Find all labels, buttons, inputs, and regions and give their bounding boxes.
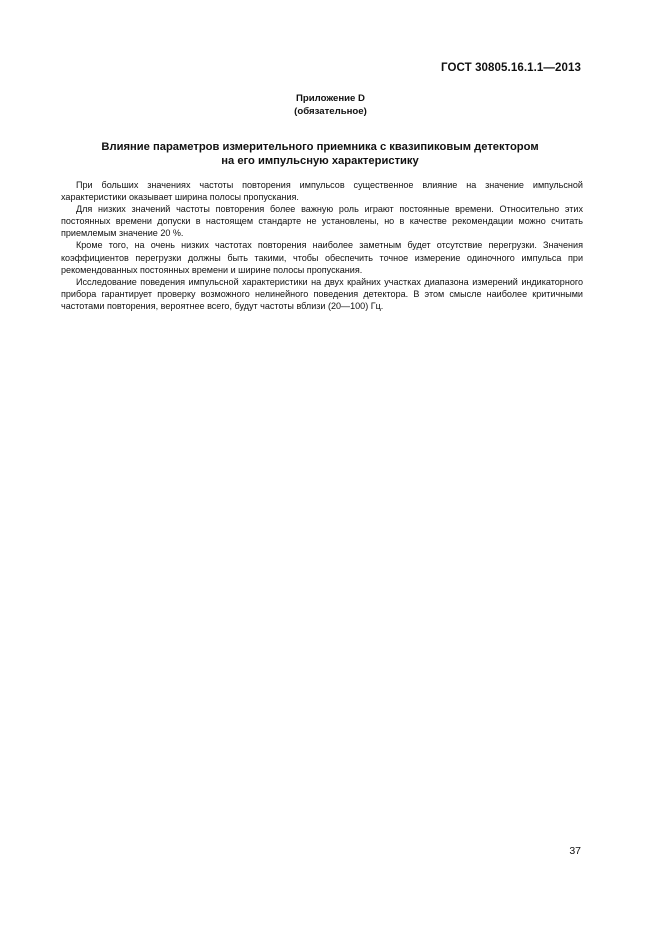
section-heading-line-2: на его импульсную характеристику [221, 155, 419, 167]
section-heading [60, 140, 580, 168]
appendix-status: (обязательное) [294, 106, 367, 117]
appendix-block [0, 92, 661, 118]
appendix-title: Приложение D [296, 93, 365, 104]
body-text [61, 179, 583, 312]
paragraph: Кроме того, на очень низких частотах повторения наиболее заметным будет отсутствие перегрузки. Значения коэффициентов перегрузки должны быть такими, чтобы обеспечить точное измерение одиночного импульса при рекомендованных постоянных времени и ширине полосы пропускания. [61, 240, 583, 275]
paragraph: При больших значениях частоты повторения импульсов существенное влияние на значение импульсной характеристики оказывает ширина полосы пропускания. [61, 180, 583, 203]
section-heading-line-1: Влияние параметров измерительного приемника с квазипиковым детектором [101, 141, 539, 153]
document-code: ГОСТ 30805.16.1.1—2013 [441, 62, 581, 74]
page-number: 37 [569, 845, 581, 857]
paragraph: Для низких значений частоты повторения более важную роль играют постоянные времени. Относительно этих постоянных времени допуски в настоящем стандарте не установлены, но в качестве рекомендации можно считать приемлемым значение 20 %. [61, 204, 583, 239]
paragraph: Исследование поведения импульсной характеристики на двух крайних участках диапазона измерений индикаторного прибора гарантирует проверку возможного нелинейного поведения детектора. В этом смысле наиболее критичными частотами повторения, вероятнее всего, будут частоты вблизи (20—100) Гц. [61, 276, 583, 311]
